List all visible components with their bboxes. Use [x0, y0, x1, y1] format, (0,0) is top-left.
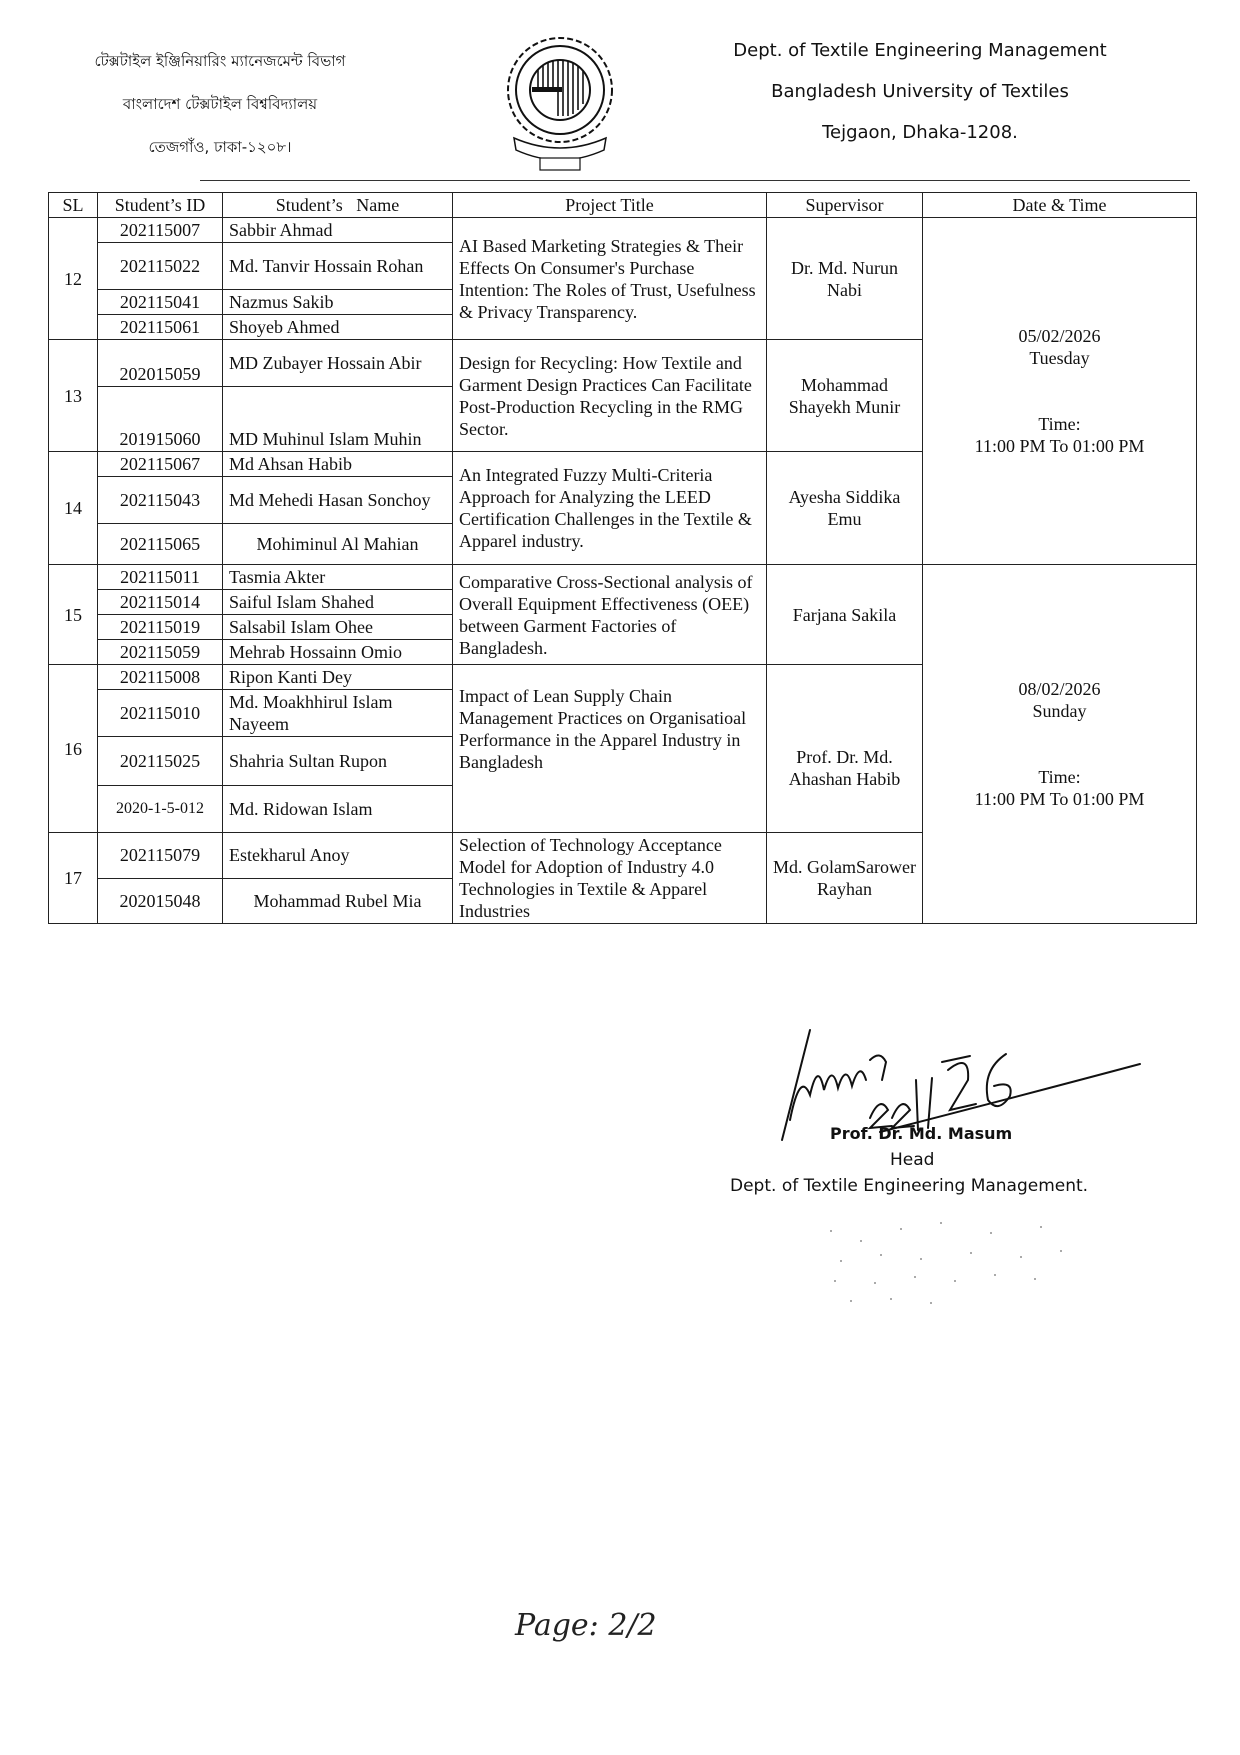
group-sl: 12 [49, 218, 98, 340]
signatory-name: Prof. Dr. Md. Masum [830, 1124, 1013, 1143]
student-id: 202115067 [98, 452, 223, 477]
session-time-label: Time: [1038, 767, 1081, 787]
group-sl: 16 [49, 665, 98, 833]
table-header-row [49, 193, 1197, 218]
student-name: Ripon Kanti Dey [223, 665, 453, 690]
student-name: Saiful Islam Shahed [223, 590, 453, 615]
student-name: Md Ahsan Habib [223, 452, 453, 477]
header-english [700, 30, 1140, 153]
student-name: Mohiminul Al Mahian [223, 524, 453, 565]
header-bengali-university: বাংলাদেশ টেক্সটাইল বিশ্ববিদ্যালয় [122, 95, 318, 113]
supervisor: Md. GolamSarower Rayhan [767, 833, 923, 924]
header-bengali-dept: টেক্সটাইল ইঞ্জিনিয়ারিং ম্যানেজমেন্ট বিভাগ [94, 52, 346, 70]
session-time: 11:00 PM To 01:00 PM [974, 436, 1145, 456]
supervisor: Farjana Sakila [767, 565, 923, 665]
project-title: Selection of Technology Acceptance Model for Adoption of Industry 4.0 Technologies in Textile & Apparel Industries [453, 833, 767, 924]
student-id: 202115022 [98, 243, 223, 290]
student-id: 202115065 [98, 524, 223, 565]
supervisor: Mohammad Shayekh Munir [767, 340, 923, 452]
student-id: 202115059 [98, 640, 223, 665]
student-id: 202115010 [98, 690, 223, 737]
supervisor: Dr. Md. Nurun Nabi [767, 218, 923, 340]
student-name: Md. Ridowan Islam [223, 786, 453, 833]
student-name: Md. Moakhhirul Islam Nayeem [223, 690, 453, 737]
student-id: 202115025 [98, 737, 223, 786]
session-day: Sunday [1032, 701, 1087, 721]
group-sl: 17 [49, 833, 98, 924]
session-date-time [923, 565, 1197, 924]
header-divider [200, 180, 1190, 181]
header-bengali [20, 40, 420, 169]
col-header-supervisor: Supervisor [767, 193, 923, 218]
session-date: 08/02/2026 [1018, 679, 1101, 699]
student-name: MD Muhinul Islam Muhin [223, 387, 453, 452]
session-time-label: Time: [1038, 414, 1081, 434]
header-dept: Dept. of Textile Engineering Management [733, 40, 1107, 61]
student-id: 202015048 [98, 878, 223, 924]
project-title: An Integrated Fuzzy Multi-Criteria Approach for Analyzing the LEED Certification Challenges in the Textile & Apparel industry. [453, 452, 767, 565]
project-title: Design for Recycling: How Textile and Garment Design Practices Can Facilitate Post-Production Recycling in the RMG Sector. [453, 340, 767, 452]
session-time: 11:00 PM To 01:00 PM [974, 789, 1145, 809]
student-name: Md Mehedi Hasan Sonchoy [223, 477, 453, 524]
group-sl: 14 [49, 452, 98, 565]
col-header-project-title: Project Title [453, 193, 767, 218]
signatory-department: Dept. of Textile Engineering Management. [730, 1176, 1089, 1196]
signatory-title: Head [890, 1150, 935, 1170]
supervisor: Ayesha Siddika Emu [767, 452, 923, 565]
session-date-time [923, 218, 1197, 565]
student-name: Sabbir Ahmad [223, 218, 453, 243]
student-id: 202115079 [98, 833, 223, 879]
group-sl: 13 [49, 340, 98, 452]
student-name: Mohammad Rubel Mia [223, 878, 453, 924]
header-address: Tejgaon, Dhaka-1208. [822, 122, 1018, 143]
col-header-sl: SL [49, 193, 98, 218]
student-name: Mehrab Hossainn Omio [223, 640, 453, 665]
student-id: 202115043 [98, 477, 223, 524]
defense-schedule-table [48, 192, 1197, 924]
header-university: Bangladesh University of Textiles [771, 81, 1069, 102]
group-sl: 15 [49, 565, 98, 665]
table-row [49, 218, 1197, 243]
page-number: Page: 2/2 [515, 1608, 657, 1643]
project-title: AI Based Marketing Strategies & Their Effects On Consumer's Purchase Intention: The Roles of Trust, Usefulness & Privacy Transparency. [453, 218, 767, 340]
header-bengali-address: তেজগাঁও, ঢাকা-১২০৮। [148, 138, 292, 156]
signature-block [720, 1000, 1150, 1200]
student-name: Estekharul Anoy [223, 833, 453, 879]
project-title: Comparative Cross-Sectional analysis of Overall Equipment Effectiveness (OEE) between Garment Factories of Bangladesh. [453, 565, 767, 665]
faint-stamp-marks [820, 1210, 1080, 1320]
col-header-student-name: Student’s Name [223, 193, 453, 218]
student-id: 202015059 [98, 340, 223, 387]
student-name: Shoyeb Ahmed [223, 315, 453, 340]
supervisor: Prof. Dr. Md. Ahashan Habib [767, 665, 923, 833]
student-name: Shahria Sultan Rupon [223, 737, 453, 786]
student-name: Md. Tanvir Hossain Rohan [223, 243, 453, 290]
student-id: 202115019 [98, 615, 223, 640]
student-id: 2020-1-5-012 [98, 786, 223, 833]
student-id: 202115007 [98, 218, 223, 243]
student-id: 201915060 [98, 387, 223, 452]
university-seal-logo [500, 30, 620, 178]
student-id: 202115011 [98, 565, 223, 590]
col-header-date-time: Date & Time [923, 193, 1197, 218]
session-day: Tuesday [1029, 348, 1090, 368]
session-date: 05/02/2026 [1018, 326, 1101, 346]
student-id: 202115041 [98, 290, 223, 315]
table-row [49, 565, 1197, 590]
student-name: Nazmus Sakib [223, 290, 453, 315]
student-id: 202115008 [98, 665, 223, 690]
student-id: 202115061 [98, 315, 223, 340]
student-id: 202115014 [98, 590, 223, 615]
col-header-student-id: Student’s ID [98, 193, 223, 218]
student-name: MD Zubayer Hossain Abir [223, 340, 453, 387]
student-name: Tasmia Akter [223, 565, 453, 590]
student-name: Salsabil Islam Ohee [223, 615, 453, 640]
project-title: Impact of Lean Supply Chain Management Practices on Organisatioal Performance in the Apparel Industry in Bangladesh [453, 665, 767, 833]
